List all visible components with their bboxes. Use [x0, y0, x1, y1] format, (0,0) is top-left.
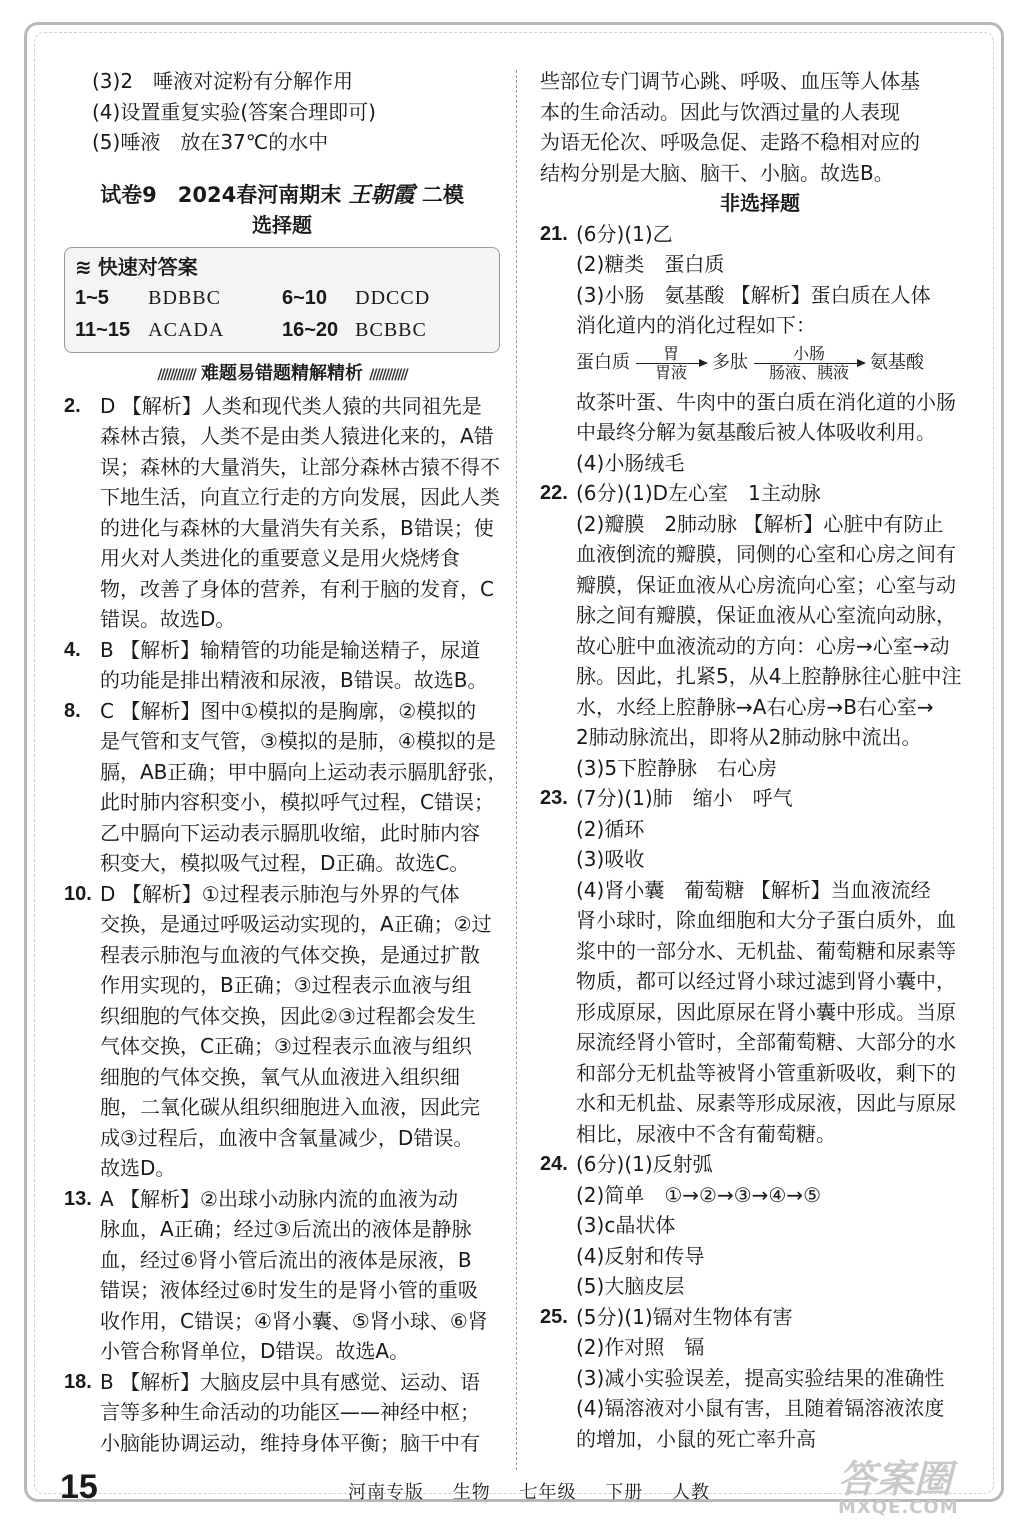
- question-number: 18.: [64, 1370, 92, 1393]
- range-label: 11~15: [75, 319, 131, 341]
- quick-answer-header: [75, 252, 489, 283]
- continued-line: 结构分别是大脑、脑干、小脑。故选B。: [540, 160, 894, 185]
- answer-item: [540, 1302, 980, 1455]
- answer-line: 的功能是排出精液和尿液，B错误。故选B。: [100, 668, 488, 692]
- answer-list: [540, 478, 980, 1454]
- answer-line: 血，经过⑥肾小管后流出的液体是尿液，B: [100, 1247, 472, 1272]
- arrow-bottom-label: 胃液: [654, 363, 687, 382]
- question-number: 25.: [540, 1305, 568, 1328]
- answer-line: (3)减小实验误差，提高实验结果的准确性: [576, 1365, 945, 1390]
- footer-edition: 河南专版: [348, 1482, 424, 1503]
- watermark-url: MXQE.COM: [838, 1497, 959, 1518]
- answer-item: [540, 1149, 980, 1302]
- answer-line: 故选D。: [100, 1156, 176, 1180]
- range-label: 1~5: [75, 287, 109, 309]
- digest-arrow: [636, 345, 706, 382]
- answer-line: 是气管和支气管，③模拟的是肺，④模拟的是: [100, 729, 496, 753]
- range-label: 6~10: [282, 287, 328, 309]
- answer-line: 故心脏中血液流动的方向：心房→心室→动: [576, 633, 950, 658]
- answer-line: (4)镉溶液对小鼠有害，且随着镉溶液浓度: [576, 1396, 945, 1420]
- answer-line: 故茶叶蛋、牛肉中的蛋白质在消化道的小肠: [576, 389, 956, 414]
- answer-line: 此时肺内容积变小，模拟呼气过程，C错误；: [100, 790, 494, 814]
- answer-line: (2)瓣膜 2肺动脉 【解析】心脏中有防止: [576, 511, 944, 536]
- answer-line: D 【解析】人类和现代类人猿的共同祖先是: [100, 393, 482, 418]
- prev-answer-line: (4)设置重复实验(答案合理即可): [92, 99, 376, 124]
- prev-answer-line: (3)2 唾液对淀粉有分解作用: [92, 69, 354, 93]
- wave-icon: ≋: [75, 254, 92, 279]
- hatch-decoration: ////////////: [157, 367, 195, 383]
- answer-line: 脉。因此，扎紧5，从4上腔静脉往心脏中注: [576, 664, 962, 688]
- answer-line: (4)肾小囊 葡萄糖 【解析】当血液流经: [576, 877, 931, 902]
- answer-line: 相比，尿液中不含有葡萄糖。: [576, 1121, 836, 1146]
- answer-line: (3)小肠 氨基酸 【解析】蛋白质在人体: [576, 282, 931, 307]
- footer-publisher: 人教: [671, 1482, 710, 1503]
- answer-line: 细胞的气体交换，氧气从血液进入组织细: [100, 1064, 460, 1089]
- answer-item: [64, 696, 508, 879]
- answer-item: [64, 1367, 500, 1459]
- answer-line: C 【解析】图中①模拟的是胸廓，②模拟的: [100, 698, 477, 723]
- digestion-equation: [576, 341, 980, 387]
- footer-grade: 七年级: [519, 1482, 577, 1503]
- choice-section-label: 选择题: [252, 213, 312, 237]
- answer-line: 中最终分解为氨基酸后被人体吸收利用。: [576, 420, 936, 444]
- answer-line: 脉血，A正确；经过③后流出的液体是静脉: [100, 1217, 472, 1241]
- paper-title-text: 试卷9 2024春河南期末: [100, 182, 342, 207]
- analysis-section-label: 难题易错题精解精析: [201, 363, 363, 384]
- brand-signature: 王朝霞: [348, 181, 415, 208]
- answer-line: 错误；液体经过⑥时发生的是肾小管的重吸: [100, 1278, 478, 1302]
- answer-line: (6分)(1)乙: [576, 221, 673, 246]
- answer-item: [540, 783, 980, 1149]
- arrow-bottom-label: 肠液、胰液: [768, 363, 849, 382]
- question-number: 2.: [64, 394, 81, 417]
- footer-subject: 生物: [452, 1482, 491, 1503]
- question-number: 21.: [540, 222, 568, 245]
- question-number: 13.: [64, 1187, 92, 1210]
- answer-line: 水，水经上腔静脉→A右心房→B右心室→: [576, 694, 934, 719]
- nonchoice-section-label: 非选择题: [720, 191, 800, 215]
- answer-line: 森林古猿，人类不是由类人猿进化来的，A错: [100, 424, 494, 448]
- quick-answer-row: [75, 314, 489, 346]
- answer-line: 成③过程后，血液中含氧量减少，D错误。: [100, 1125, 474, 1150]
- answer-line: (6分)(1)D左心室 1主动脉: [576, 481, 821, 505]
- range-answers: ACADA: [148, 319, 225, 341]
- answer-line: D 【解析】①过程表示肺泡与外界的气体: [100, 881, 460, 906]
- answer-line: (5分)(1)镉对生物体有害: [576, 1304, 793, 1329]
- left-column: [64, 66, 508, 1458]
- quick-answer-box: [64, 247, 500, 354]
- range-answers: BDBBC: [148, 287, 221, 309]
- answer-line: 肾小球时，除血细胞和大分子蛋白质外，血: [576, 908, 956, 932]
- answer-line: (2)简单 ①→②→③→④→⑤: [576, 1182, 822, 1207]
- answer-line: (5)大脑皮层: [576, 1274, 685, 1298]
- answer-line: 交换，是通过呼吸运动实现的，A正确；②过: [100, 912, 492, 936]
- answer-line: 程表示肺泡与血液的气体交换，是通过扩散: [100, 942, 480, 967]
- answer-line: 言等多种生命活动的功能区——神经中枢；: [100, 1400, 480, 1424]
- answer-line: (4)小肠绒毛: [576, 450, 685, 475]
- answer-line: 小脑能协调运动，维持身体平衡；脑干中有: [100, 1430, 480, 1455]
- continued-line: 些部位专门调节心跳、呼吸、血压等人体基: [540, 69, 920, 93]
- answer-line: 2肺动脉流出，即将从2肺动脉中流出。: [576, 725, 922, 749]
- answer-line: 下地生活，向直立行走的方向发展，因此人类: [100, 485, 500, 509]
- answer-line: 胞，二氧化碳从组织细胞进入血液，因此完: [100, 1095, 480, 1119]
- question-number: 24.: [540, 1153, 568, 1175]
- footer-volume: 下册: [605, 1482, 644, 1503]
- page-number: 15: [60, 1468, 98, 1506]
- answer-item: [540, 219, 980, 479]
- answer-line: (6分)(1)反射弧: [576, 1152, 713, 1176]
- arrow-shaft: [754, 363, 864, 364]
- answer-line: (3)c晶状体: [576, 1213, 676, 1237]
- analysis-section-title: [64, 359, 500, 391]
- answer-line: 收作用，C错误；④肾小囊、⑤肾小球、⑥肾: [100, 1308, 488, 1333]
- question-number: 10.: [64, 882, 92, 905]
- answer-line: 气体交换，C正确；③过程表示血液与组织: [100, 1034, 472, 1058]
- watermark-text: 答案圈: [838, 1457, 953, 1501]
- column-divider: [516, 70, 517, 1470]
- answer-line: (3)吸收: [576, 847, 645, 871]
- answer-line: 误；森林的大量消失，让部分森林古猿不得不: [100, 454, 500, 479]
- answer-line: 水和无机盐、尿素等形成尿液，因此与原尿: [576, 1091, 956, 1115]
- answer-item: [64, 879, 500, 1184]
- quick-answer-row: [75, 282, 489, 314]
- answer-line: 消化道内的消化过程如下：: [576, 313, 816, 337]
- answer-item: [64, 1184, 500, 1367]
- hatch-decoration: ////////////: [369, 367, 407, 383]
- range-answers: BCBBC: [355, 319, 427, 341]
- paper-title: [64, 180, 500, 211]
- watermark-logo: [838, 1448, 959, 1518]
- question-number: 22.: [540, 482, 568, 504]
- answer-line: 膈，AB正确；甲中膈向上运动表示膈肌舒张，: [100, 759, 508, 784]
- answer-line: 小管合称肾单位，D错误。故选A。: [100, 1339, 410, 1363]
- answer-line: 积变大，模拟吸气过程，D正确。故选C。: [100, 851, 470, 875]
- answer-line: 脉之间有瓣膜，保证血液从心室流向动脉，: [576, 603, 956, 627]
- digest-middle: 多肽: [712, 352, 748, 374]
- answer-line: 浆中的一部分水、无机盐、葡萄糖和尿素等: [576, 938, 956, 963]
- arrow-top-label: 胃: [662, 344, 679, 363]
- answer-line: (2)作对照 镉: [576, 1335, 705, 1359]
- answer-line: 的增加，小鼠的死亡率升高: [576, 1426, 816, 1451]
- answer-line: 瓣膜，保证血液从心房流向心室；心室与动: [576, 572, 956, 597]
- answer-line: 作用实现的，B正确；③过程表示血液与组: [100, 973, 472, 997]
- answer-line: B 【解析】大脑皮层中具有感觉、运动、语: [100, 1369, 481, 1394]
- digest-arrow: [754, 345, 864, 382]
- answer-item: [64, 391, 500, 635]
- answer-line: 的进化与森林的大量消失有关系，B错误；使: [100, 515, 494, 540]
- digest-end: 氨基酸: [870, 352, 924, 374]
- answer-line: (4)反射和传导: [576, 1243, 705, 1268]
- range-answers: DDCCD: [355, 287, 431, 309]
- answer-line: 乙中膈向下运动表示膈肌收缩，此时肺内容: [100, 820, 480, 845]
- answer-line: (2)循环: [576, 816, 645, 841]
- quick-answer-title: 快速对答案: [97, 254, 198, 279]
- question-number: 8.: [64, 699, 81, 722]
- arrow-top-label: 小肠: [792, 344, 825, 363]
- answer-line: 用火对人类进化的重要意义是用火烧烤食: [100, 546, 460, 570]
- answer-list: [64, 391, 508, 1459]
- continued-line: 为语无伦次、呼吸急促、走路不稳相对应的: [540, 130, 920, 154]
- answer-item: [540, 478, 980, 783]
- question-number: 23.: [540, 787, 568, 809]
- answer-line: B 【解析】输精管的功能是输送精子，尿道: [100, 637, 481, 662]
- prev-answer-line: (5)唾液 放在37℃的水中: [92, 130, 329, 154]
- answer-line: 和部分无机盐等被肾小管重新吸收，剩下的: [576, 1060, 956, 1085]
- answer-line: 物，改善了身体的营养，有利于脑的发育，C: [100, 576, 494, 601]
- answer-line: 尿流经肾小管时，全部葡萄糖、大部分的水: [576, 1030, 956, 1054]
- answer-line: 织细胞的气体交换，因此②③过程都会发生: [100, 1003, 476, 1028]
- question-number: 4.: [64, 638, 81, 661]
- answer-line: (7分)(1)肺 缩小 呼气: [576, 786, 793, 810]
- paper-title-suffix: 二模: [421, 182, 464, 207]
- range-label: 16~20: [282, 319, 339, 341]
- answer-line: A 【解析】②出球小动脉内流的血液为动: [100, 1186, 458, 1211]
- answer-line: 错误。故选D。: [100, 607, 236, 631]
- arrow-shaft: [636, 363, 706, 364]
- footer-info: [348, 1478, 732, 1504]
- answer-line: 形成原尿，因此原尿在肾小囊中形成。当原: [576, 999, 956, 1024]
- right-column: [540, 66, 980, 1454]
- answer-item: [64, 635, 500, 696]
- answer-line: 物质，都可以经过肾小球过滤到肾小囊中，: [576, 969, 956, 993]
- digest-start: 蛋白质: [576, 352, 630, 374]
- continued-line: 本的生命活动。因此与饮酒过量的人表现: [540, 99, 900, 124]
- answer-line: (2)糖类 蛋白质: [576, 252, 725, 276]
- answer-line: (3)5下腔静脉 右心房: [576, 755, 778, 780]
- answer-line: 血液倒流的瓣膜，同侧的心室和心房之间有: [576, 542, 956, 566]
